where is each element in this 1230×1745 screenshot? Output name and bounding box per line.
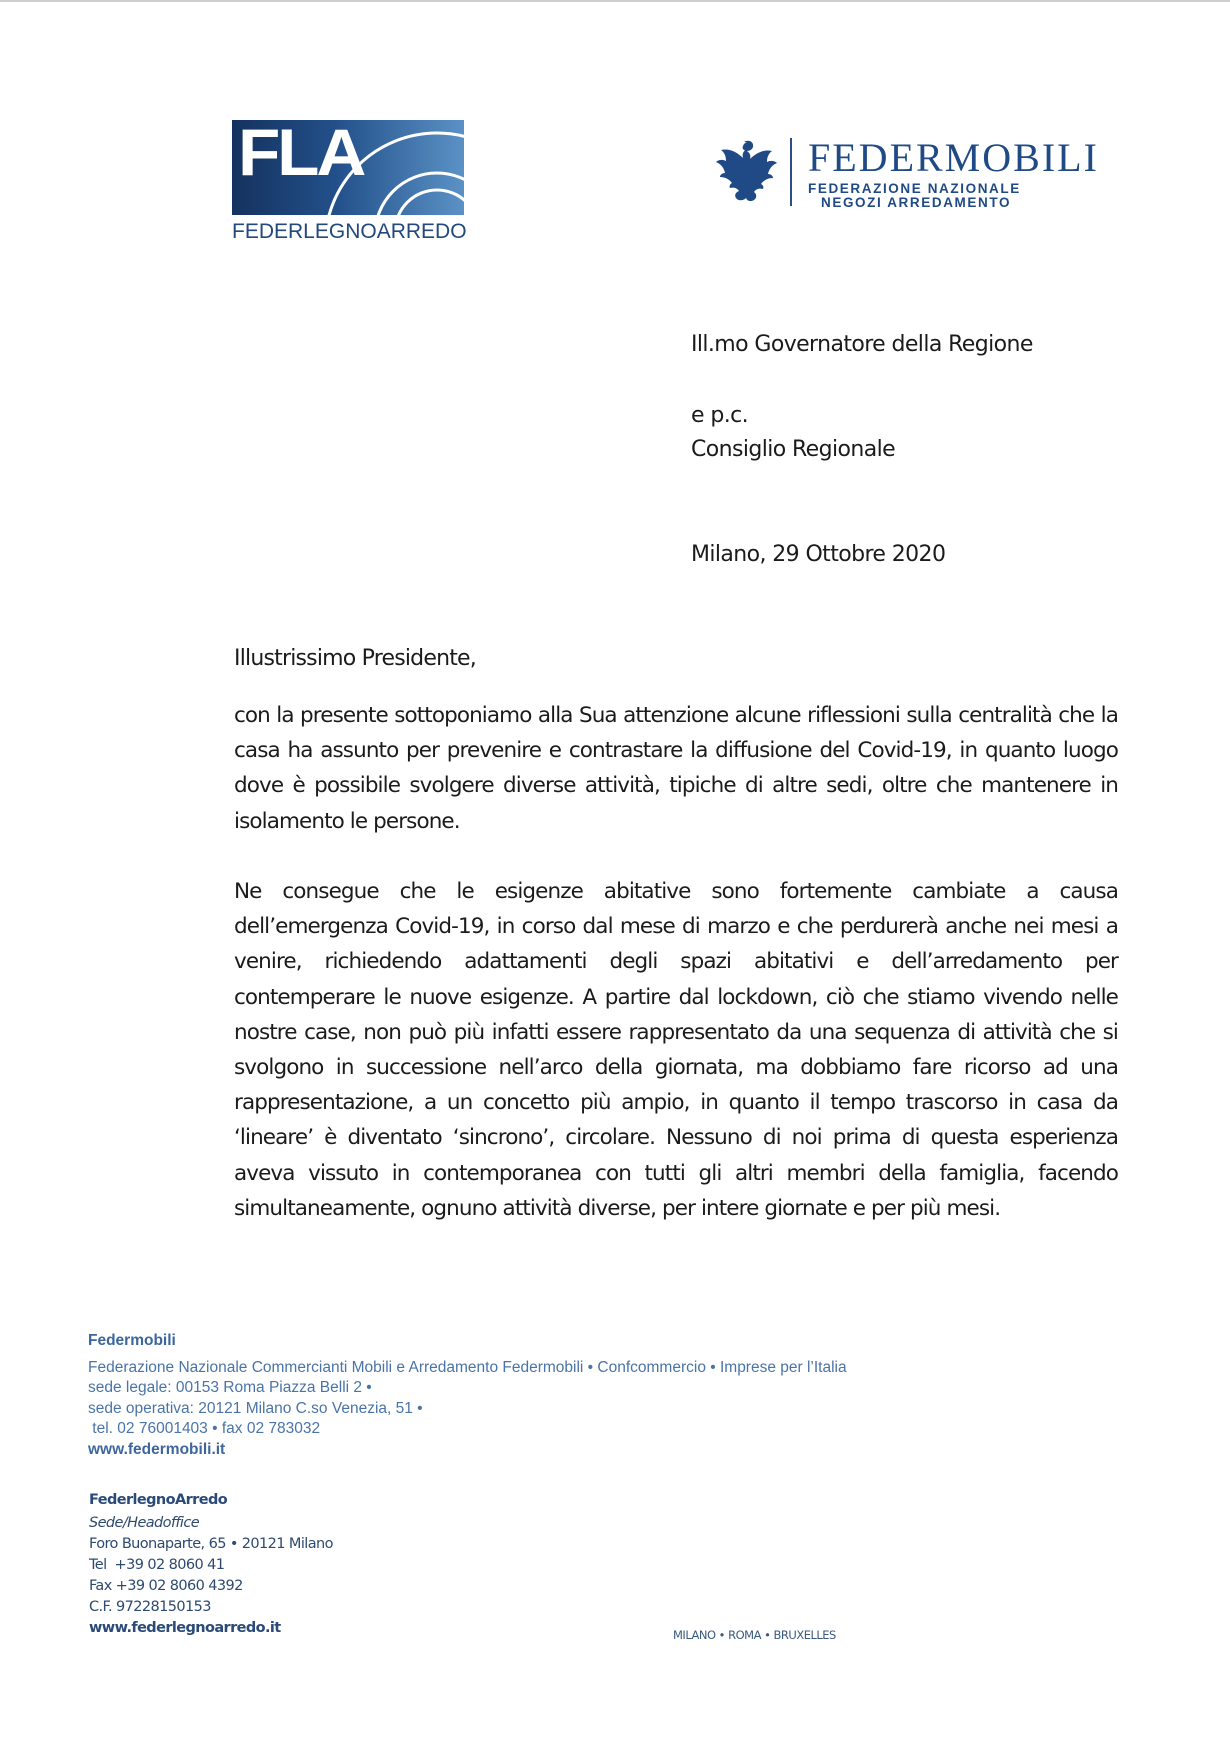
federmobili-logo — [706, 132, 1099, 212]
footer-federmobili — [88, 1331, 847, 1460]
paragraph-1: con la presente sottoponiamo alla Sua attenzione alcune riflessioni sulla centralità che la casa ha assunto per prevenire e contrastare la diffusione del Covid-19, in quanto luogo dove è possibile svolgere diverse attività, tipiche di altre sedi, oltre che mantenere in isolamento le persone. — [234, 703, 1118, 834]
footer-fla-office-label: Sede/Headoffice — [89, 1515, 200, 1531]
cc-label: e p.c. — [691, 403, 748, 428]
fla-mark-text: FLA — [238, 120, 364, 189]
footer-sede-operativa: sede operativa: 20121 Milano C.so Venezia, 51 • — [88, 1399, 423, 1417]
recipient-line: Ill.mo Governatore della Regione — [691, 332, 1033, 357]
footer-fla-tel: Tel +39 02 8060 41 — [89, 1557, 225, 1573]
paragraph-2: Ne consegue che le esigenze abitative sono fortemente cambiate a causa dell’emergenza Covid-19, in corso dal mese di marzo e che perdurerà anche nei mesi a venire, richiedendo adattamenti degli spazi abitativi e dell’arredamento per contemperare le nuove esigenze. A partire dal lockdown, ciò che stiamo vivendo nelle nostre case, non può più infatti essere rappresentato da una sequenza di attività che si svolgono in successione nell’arco della giornata, ma dobbiamo fare ricorso ad una rappresentazione, a un concetto più ampio, in quanto il tempo trascorso in casa da ‘lineare’ è diventato ‘sincrono’, circolare. Nessuno di noi prima di questa esperienza aveva vissuto in contemporanea con tutti gli altri membri della famiglia, facendo simultaneamente, ognuno attività diverse, per intere giornate e per più mesi. — [234, 879, 1118, 1221]
federlegnoarredo-logo — [232, 120, 467, 250]
footer-federmobili-name: Federmobili — [88, 1332, 176, 1349]
footer-fla-fax: Fax +39 02 8060 4392 — [89, 1578, 243, 1594]
footer-fla-cf: C.F. 97228150153 — [89, 1599, 211, 1615]
footer-federlegnoarredo — [89, 1490, 333, 1639]
fla-logo-mark — [232, 120, 464, 215]
place-date: Milano, 29 Ottobre 2020 — [691, 542, 946, 567]
footer-fla-address: Foro Buonaparte, 65 • 20121 Milano — [89, 1536, 333, 1552]
footer-contacts: tel. 02 76001403 • fax 02 783032 — [88, 1420, 321, 1437]
fla-logo-name: FEDERLEGNOARREDO — [232, 220, 467, 243]
top-border — [0, 0, 1230, 2]
footer-cities: MILANO • ROMA • BRUXELLES — [673, 1628, 836, 1642]
logo-divider — [790, 138, 792, 206]
footer-fla-name: FederlegnoArredo — [89, 1492, 228, 1508]
cc-recipient: Consiglio Regionale — [691, 437, 896, 462]
footer-fla-website[interactable]: www.federlegnoarredo.it — [89, 1620, 281, 1636]
footer-sede-legale: sede legale: 00153 Roma Piazza Belli 2 • — [88, 1379, 372, 1396]
salutation: Illustrissimo Presidente, — [234, 646, 476, 671]
footer-federmobili-fullname: Federazione Nazionale Commercianti Mobili e Arredamento Federmobili • Confcommercio • Imprese per l’Italia — [88, 1358, 847, 1376]
footer-federmobili-website[interactable]: www.federmobili.it — [88, 1440, 226, 1458]
federmobili-subtitle-2: NEGOZI ARREDAMENTO — [821, 195, 1012, 210]
eagle-icon — [706, 136, 780, 206]
federmobili-subtitle-1: FEDERAZIONE NAZIONALE — [808, 181, 1021, 196]
federmobili-title: FEDERMOBILI — [808, 135, 1099, 180]
